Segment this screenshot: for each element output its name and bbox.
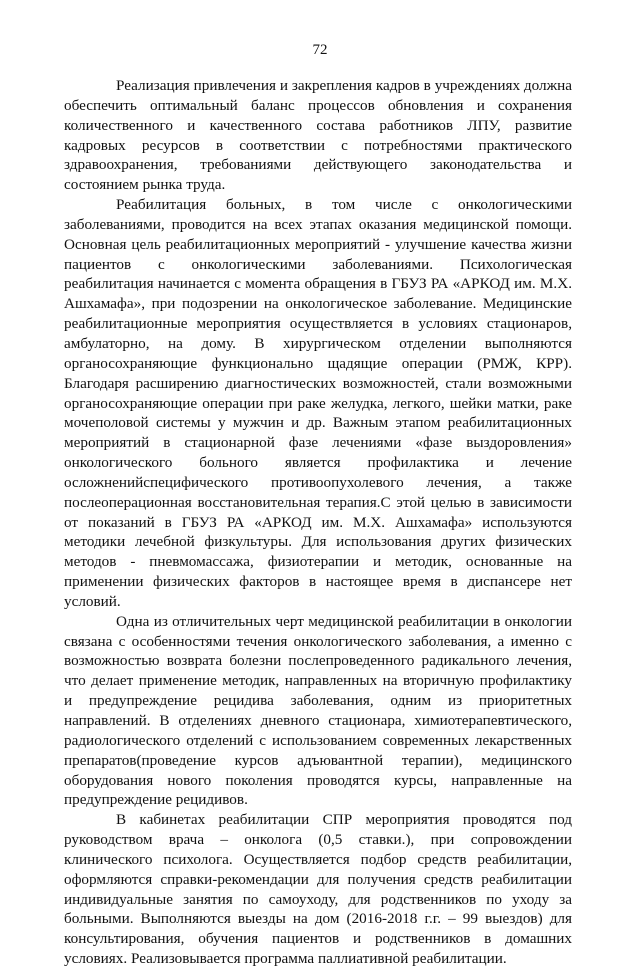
paragraph-staffing: Реализация привлечения и закрепления кадров в учреждениях должна обеспечить оптимальный баланс процессов обновления и сохранения количественного и качественного состава работников ЛПУ, развитие кадровых ресурсов в соответствии с потребностями практического здравоохранения, требованиями действующего законодательства и состоянием рынка труда.	[64, 77, 572, 194]
paragraph-relapse-prevention: Одна из отличительных черт медицинской реабилитации в онкологии связана с особенностями течения онкологического заболевания, а именно с возможностью возврата болезни послепроведенного радикального лечения, что делает применение методик, направленных на вторичную профилактику и предупреждение рецидива заболевания, одним из приоритетных направлений. В отделениях дневного стационара, химиотерапевтического, радиологического отделений с использованием современных лекарственных препаратов(проведение курсов адъювантной терапии), медицинского оборудования нового поколения проводятся курсы, направленные на предупреждение рецидивов.	[64, 612, 572, 809]
page-number: 72	[312, 42, 328, 58]
paragraph-rehab-offices: В кабинетах реабилитации СПР мероприятия проводятся под руководством врача – онколога (0,5 ставки.), при сопровождении клинического психолога. Осуществляется подбор средств реабилитации, оформляются справки-рекомендации для получения средств реабилитации индивидуальные занятия по самоуходу, для родственников по уходу за больными. Выполняются выезды на дом (2016-2018 г.г. – 99 выездов) для консультирования, обучения пациентов и родственников в домашних условиях. Реализовывается программа паллиативной реабилитации.	[64, 811, 572, 968]
paragraph-rehabilitation: Реабилитация больных, в том числе с онкологическими заболеваниями, проводится на всех этапах оказания медицинской помощи. Основная цель реабилитационных мероприятий - улучшение качества жизни пациентов с онкологическими заболеваниями. Психологическая реабилитация начинается с момента обращения в ГБУЗ РА «АРКОД им. М.Х. Ашхамафа», при подозрении на онкологическое заболевание. Медицинские реабилитационные мероприятия осуществляется в условиях стационаров, амбулаторно, на дому. В хирургическом отделении выполняются органосохраняющие функционально щадящие операции (РМЖ, КРР). Благодаря расширению диагностических возможностей, стали возможными органосохраняющие операции при раке желудка, легкого, шейки матки, раке мочеполовой системы у мужчин и др. Важным этапом реабилитационных мероприятий в стационарной фазе лечениями «фазе выздоровления» онкологического больного является профилактика и лечение осложненийспецифического противоопухолевого лечения, а также послеоперационная восстановительная терапия.С этой целью в зависимости от показаний в ГБУЗ РА «АРКОД им. М.Х. Ашхамафа» используются методики лечебной физкультуры. Для использования других физических методов - пневмомассажа, физиотерапии и методик, основанные на применении физических факторов в настоящее время в диспансере нет условий.	[64, 196, 572, 610]
document-body	[64, 76, 572, 969]
